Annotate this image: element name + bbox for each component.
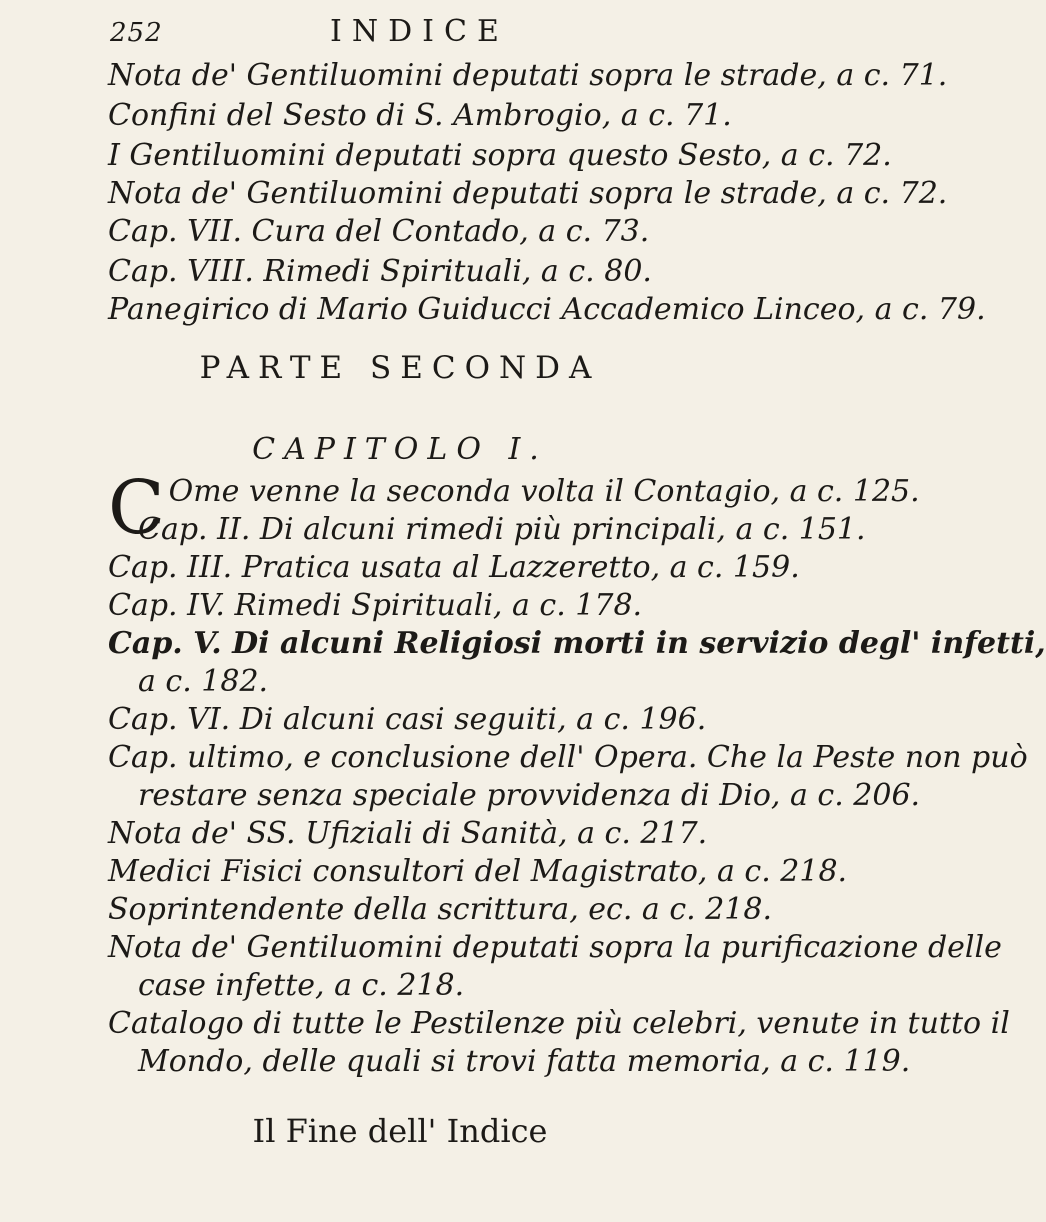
index-entry: Cap. IV. Rimedi Spirituali, a c. 178.	[108, 588, 643, 623]
end-of-index: Il Fine dell' Indice	[252, 1112, 548, 1150]
index-entry: Cap. V. Di alcuni Religiosi morti in servizio degl' infetti,	[108, 626, 1046, 661]
index-entry: Cap. II. Di alcuni rimedi più principali, a c. 151.	[138, 512, 866, 547]
drop-cap: C	[108, 465, 165, 551]
index-entry: Panegirico di Mario Guiducci Accademico Linceo, a c. 79.	[108, 292, 986, 327]
index-entry-continued: restare senza speciale provvidenza di Dio, a c. 206.	[138, 778, 921, 813]
index-entry: Nota de' SS. Ufiziali di Sanità, a c. 217.	[108, 816, 708, 851]
index-entry: I Gentiluomini deputati sopra questo Sesto, a c. 72.	[108, 138, 892, 173]
page-header	[0, 10, 800, 58]
index-entry-continued: case infette, a c. 218.	[138, 968, 465, 1003]
index-entry: Cap. VII. Cura del Contado, a c. 73.	[108, 214, 650, 249]
index-entry: Cap. ultimo, e conclusione dell' Opera. Che la Peste non può	[108, 740, 1028, 775]
index-entry: Cap. VI. Di alcuni casi seguiti, a c. 196.	[108, 702, 707, 737]
index-entry: Nota de' Gentiluomini deputati sopra le strade, a c. 72.	[108, 176, 948, 211]
part-heading: PARTE SECONDA	[199, 350, 601, 386]
index-entry-continued: Mondo, delle quali si trovi fatta memoria, a c. 119.	[138, 1044, 911, 1079]
index-entry: Nota de' Gentiluomini deputati sopra le strade, a c. 71.	[108, 58, 948, 93]
index-entry: Cap. VIII. Rimedi Spirituali, a c. 80.	[108, 254, 652, 289]
index-entry: Cap. III. Pratica usata al Lazzeretto, a c. 159.	[108, 550, 800, 585]
page-number: 252	[110, 18, 163, 48]
index-entry: Catalogo di tutte le Pestilenze più celebri, venute in tutto il	[108, 1006, 1010, 1041]
first-entry-text: Ome venne la seconda volta il Contagio, a c. 125.	[168, 474, 920, 509]
index-entry: Nota de' Gentiluomini deputati sopra la purificazione delle	[108, 930, 1002, 965]
index-entry: Confini del Sesto di S. Ambrogio, a c. 71.	[108, 98, 732, 133]
running-head: INDICE	[330, 14, 509, 49]
index-entry: Soprintendente della scrittura, ec. a c. 218.	[108, 892, 772, 927]
index-entry-continued: a c. 182.	[138, 664, 269, 699]
index-entry: Medici Fisici consultori del Magistrato, a c. 218.	[108, 854, 848, 889]
chapter-heading: CAPITOLO I.	[252, 432, 548, 467]
